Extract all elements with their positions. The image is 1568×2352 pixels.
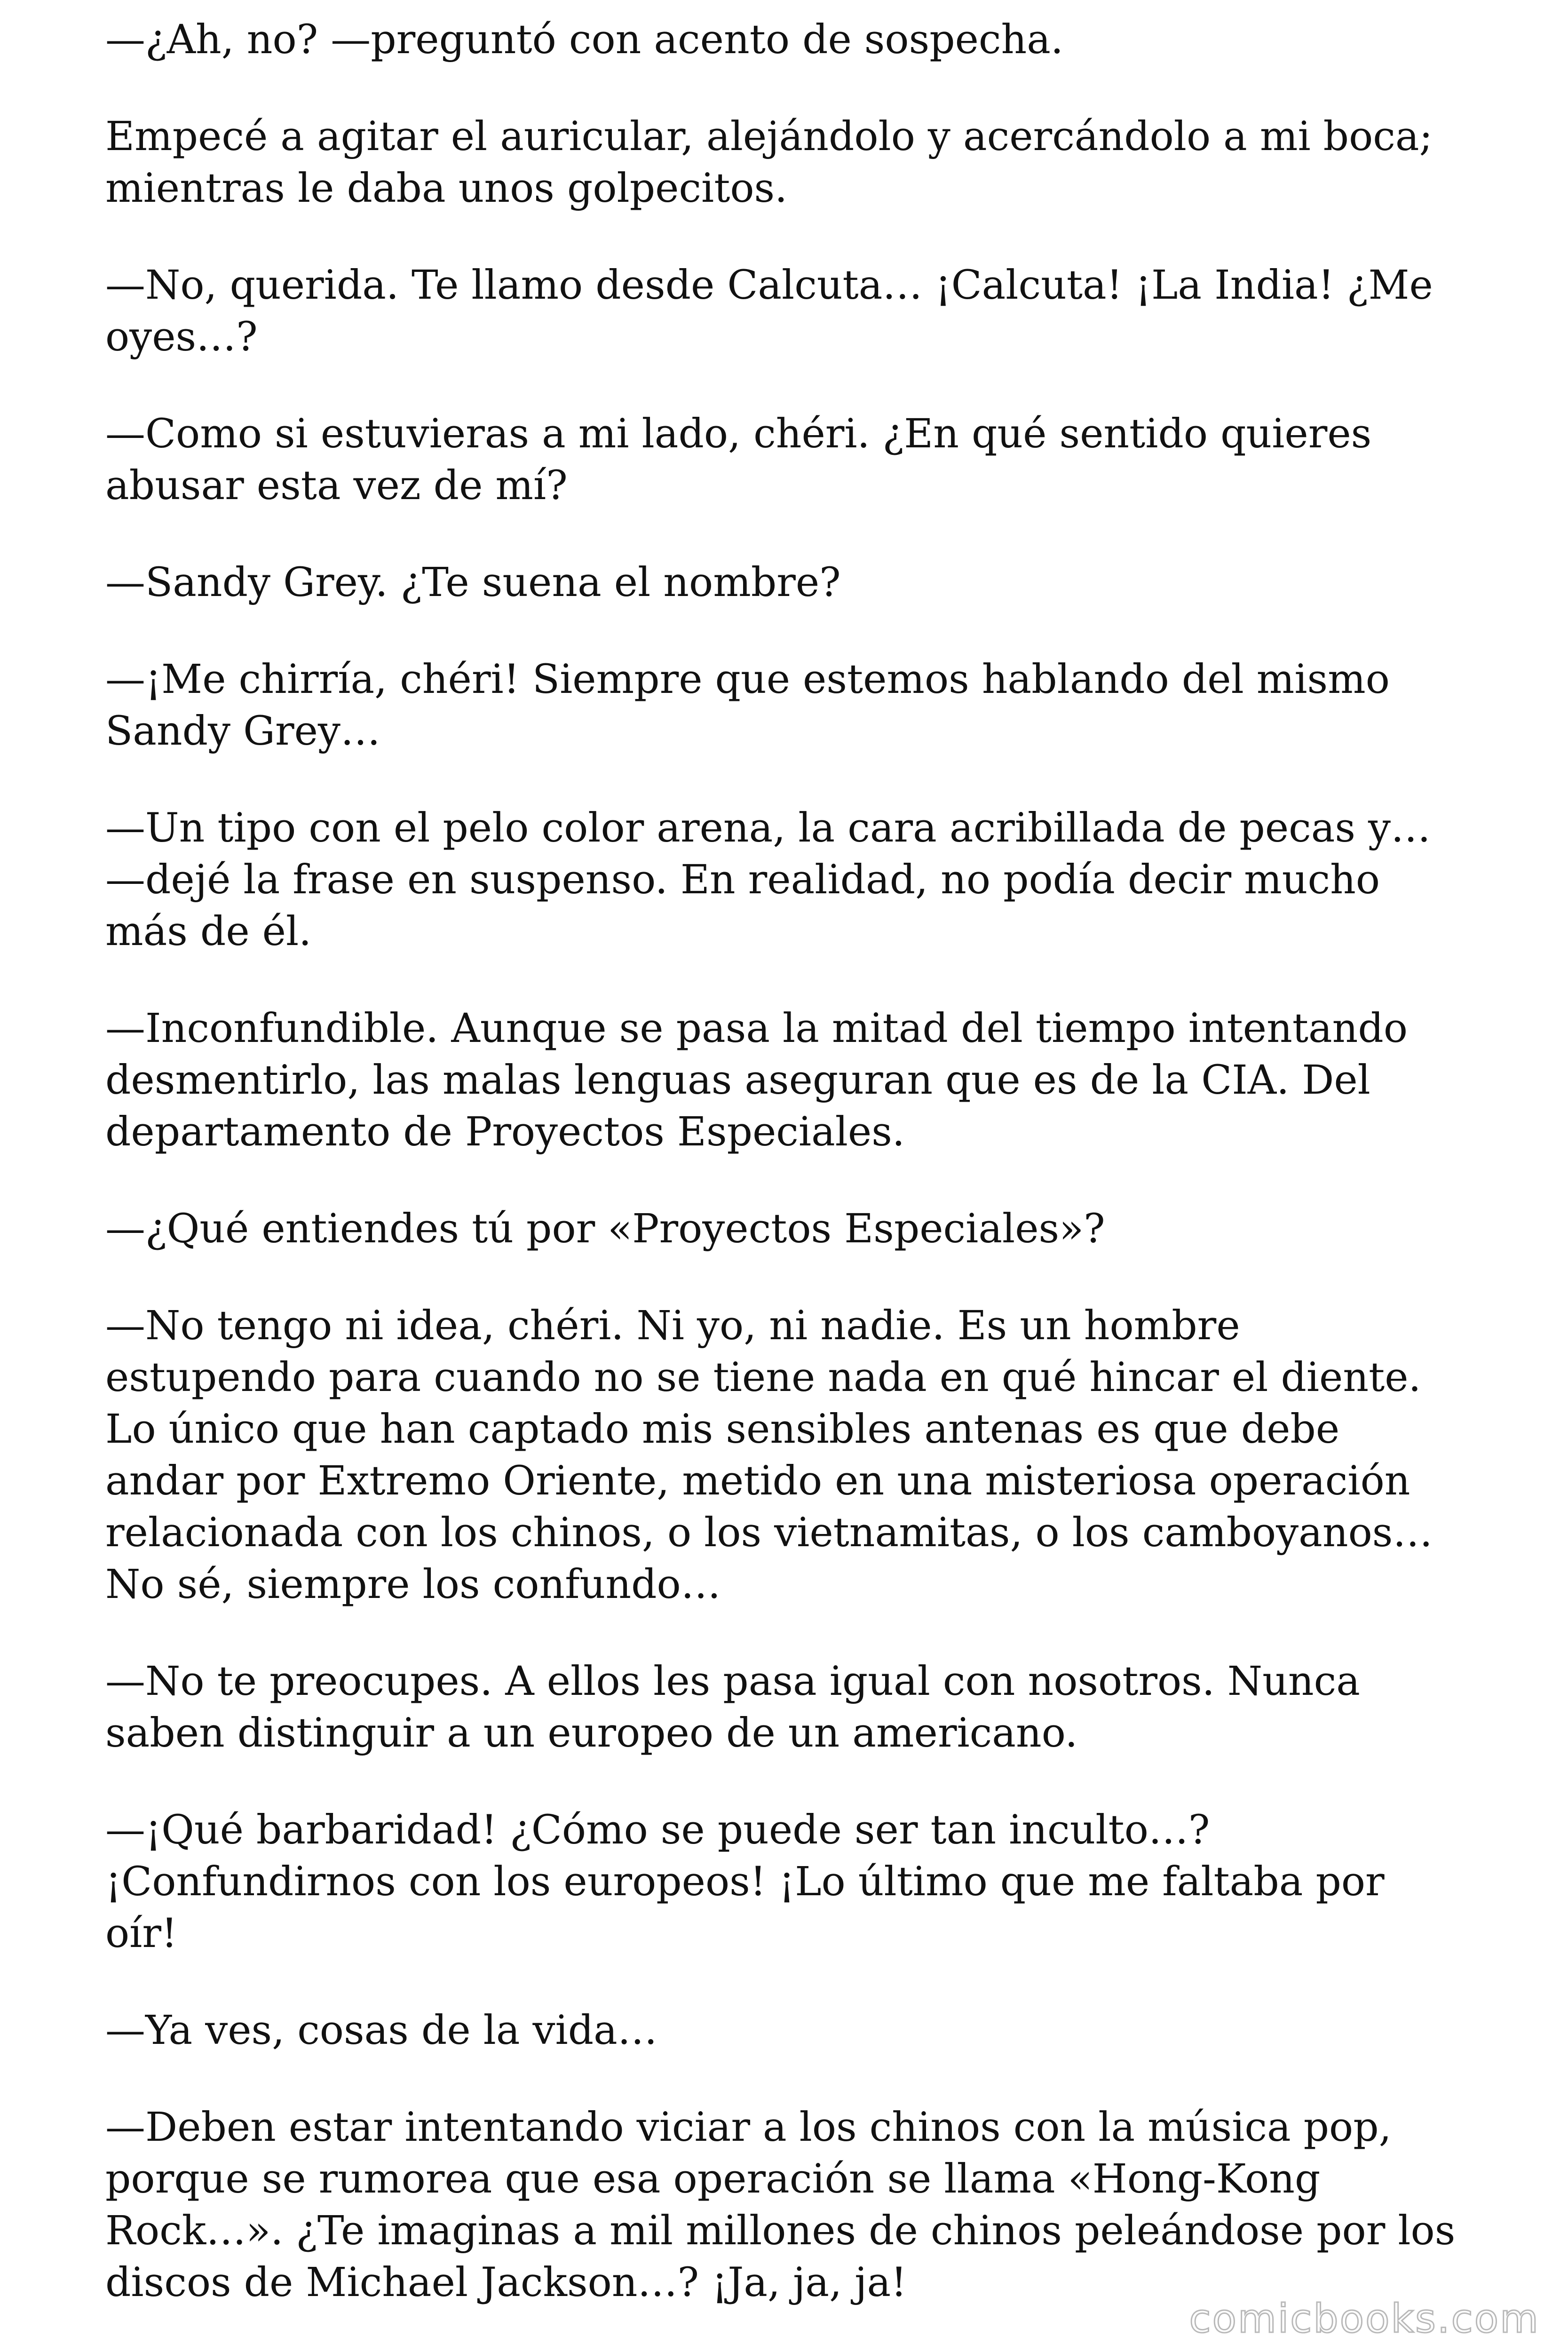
page-text	[105, 14, 1460, 2352]
paragraph: —No tengo ni idea, chéri. Ni yo, ni nadie. Es un hombre estupendo para cuando no se tiene nada en qué hincar el diente. Lo único que han captado mis sensibles antenas es que debe andar por Extremo Oriente, metido en una misteriosa operación relacionada con los chinos, o los vietnamitas, o los camboyanos… No sé, siempre los confundo…	[105, 1303, 1433, 1608]
paragraph: —No, querida. Te llamo desde Calcuta… ¡Calcuta! ¡La India! ¿Me oyes…?	[105, 262, 1433, 360]
paragraph: —¡Me chirría, chéri! Siempre que estemos hablando del mismo Sandy Grey…	[105, 656, 1390, 755]
paragraph: —¡Qué barbaridad! ¿Cómo se puede ser tan inculto…? ¡Confundirnos con los europeos! ¡Lo último que me faltaba por oír!	[105, 1807, 1385, 1957]
paragraph: —Inconfundible. Aunque se pasa la mitad del tiempo intentando desmentirlo, las malas lenguas aseguran que es de la CIA. Del departamento de Proyectos Especiales.	[105, 1005, 1408, 1155]
paragraph: —¿Qué entiendes tú por «Proyectos Especiales»?	[105, 1206, 1105, 1252]
paragraph: —Sandy Grey. ¿Te suena el nombre?	[105, 559, 841, 606]
paragraph: —Deben estar intentando viciar a los chinos con la música pop, porque se rumorea que esa operación se llama «Hong-Kong Rock…». ¿Te imaginas a mil millones de chinos peleándose por los discos de Michael Jackson…? ¡Ja, ja, ja!	[105, 2104, 1456, 2306]
paragraph: —No te preocupes. A ellos les pasa igual con nosotros. Nunca saben distinguir a un europeo de un americano.	[105, 1658, 1360, 1756]
paragraph: —Un tipo con el pelo color arena, la cara acribillada de pecas y… —dejé la frase en suspenso. En realidad, no podía decir mucho más de él.	[105, 805, 1431, 955]
paragraph: —Ya ves, cosas de la vida…	[105, 2007, 657, 2054]
paragraph: —Como si estuvieras a mi lado, chéri. ¿En qué sentido quieres abusar esta vez de mí?	[105, 411, 1372, 509]
paragraph: —¿Ah, no? —preguntó con acento de sospecha.	[105, 16, 1063, 63]
paragraph: Empecé a agitar el auricular, alejándolo y acercándolo a mi boca; mientras le daba unos golpecitos.	[105, 113, 1433, 212]
watermark: comicbooks.com	[1189, 2296, 1540, 2342]
